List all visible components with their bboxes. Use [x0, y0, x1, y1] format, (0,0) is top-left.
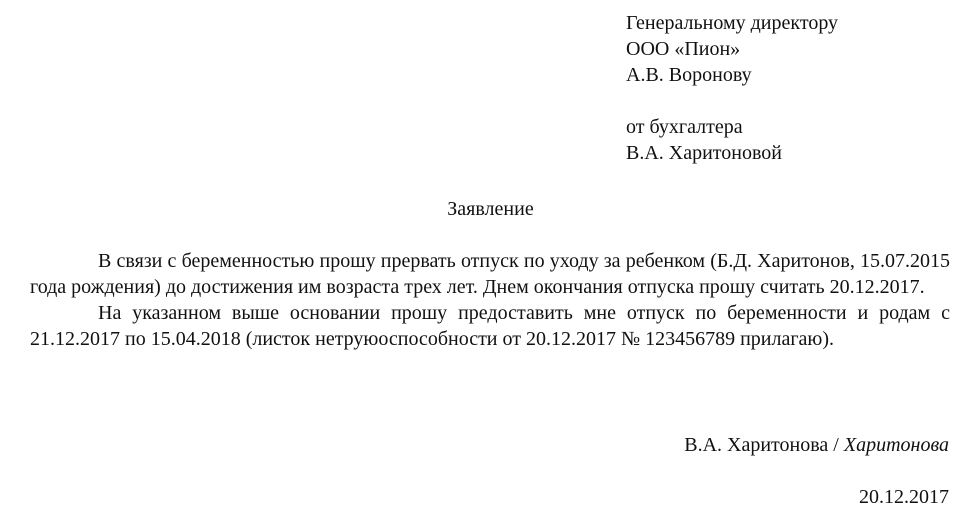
body-paragraph-1: В связи с беременностью прошу прервать отпуск по уходу за ребенком (Б.Д. Харитонов, 15.07.2015 года рождения) до достижения им возраста трех лет. Днем окончания отпуска прошу считать 20.12.2017.: [30, 250, 950, 298]
addressee-position: Генеральному директору: [626, 12, 839, 34]
document-title: Заявление: [447, 198, 534, 220]
addressee-company: ООО «Пион»: [626, 38, 741, 60]
addressee-block: [626, 10, 838, 166]
document-date: 20.12.2017: [859, 486, 949, 508]
sender-position: от бухгалтера: [626, 116, 743, 138]
addressee-name: А.В. Воронову: [626, 64, 752, 86]
addressee-gap: [626, 88, 838, 114]
signatory-name: В.А. Харитонова: [684, 434, 829, 456]
document-body: [30, 248, 950, 352]
signature-block: [684, 432, 949, 458]
sender-name: В.А. Харитоновой: [626, 142, 782, 164]
handwritten-signature: Харитонова: [843, 434, 949, 456]
body-paragraph-2: На указанном выше основании прошу предоставить мне отпуск по беременности и родам с 21.12.2017 по 15.04.2018 (листок нетруюоспособности от 20.12.2017 № 123456789 прилагаю).: [30, 302, 950, 350]
signature-separator: /: [828, 434, 844, 456]
